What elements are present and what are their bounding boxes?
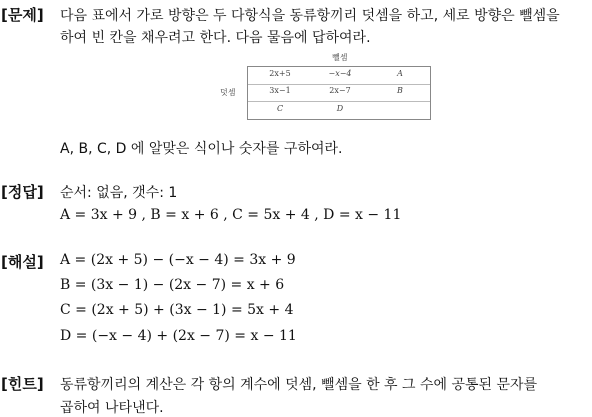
table-cell: D [336, 104, 344, 113]
explanation-line: C = (2x + 5) + (3x − 1) = 5x + 4 [60, 302, 294, 318]
table-column-header: 뺄셈 [332, 53, 348, 62]
hint-text-line2: 곱하여 나타낸다. [60, 400, 164, 416]
problem-question: A, B, C, D 에 알맞은 식이나 숫자를 구하여라. [60, 141, 343, 157]
table-cell: −x−4 [328, 69, 352, 78]
table-row [248, 102, 430, 119]
table-cell: A [397, 69, 403, 78]
problem-text-line2: 하여 빈 칸을 채우려고 한다. 다음 물음에 답하여라. [60, 30, 371, 46]
table-row [248, 84, 430, 102]
problem-text-line1: 다음 표에서 가로 방향은 두 다항식을 동류항끼리 덧셈을 하고, 세로 방향은 뺄셈을 [60, 8, 560, 24]
hint-text-line1: 동류항끼리의 계산은 각 항의 계수에 덧셈, 뺄셈을 한 후 그 수에 공통된 문자를 [60, 377, 538, 393]
answer-label: [정답] [1, 183, 44, 201]
table-cell: B [397, 86, 403, 95]
table-row [248, 67, 430, 85]
table-cell: 3x−1 [269, 86, 291, 95]
explanation-line: D = (−x − 4) + (2x − 7) = x − 11 [60, 328, 297, 344]
explanation-label: [해설] [1, 253, 44, 271]
problem-label: [문제] [1, 6, 44, 24]
expression-table [247, 66, 431, 120]
hint-label: [힌트] [1, 375, 44, 393]
table-row-header: 덧셈 [220, 88, 236, 97]
explanation-line: A = (2x + 5) − (−x − 4) = 3x + 9 [60, 252, 296, 268]
table-cell: 2x+5 [269, 69, 291, 78]
table-cell: C [276, 104, 284, 113]
explanation-line: B = (3x − 1) − (2x − 7) = x + 6 [60, 277, 285, 293]
answer-expressions: A = 3x + 9 , B = x + 6 , C = 5x + 4 , D = x − 11 [60, 207, 402, 223]
table-cell: 2x−7 [329, 86, 351, 95]
answer-order-count: 순서: 없음, 갯수: 1 [60, 185, 178, 201]
